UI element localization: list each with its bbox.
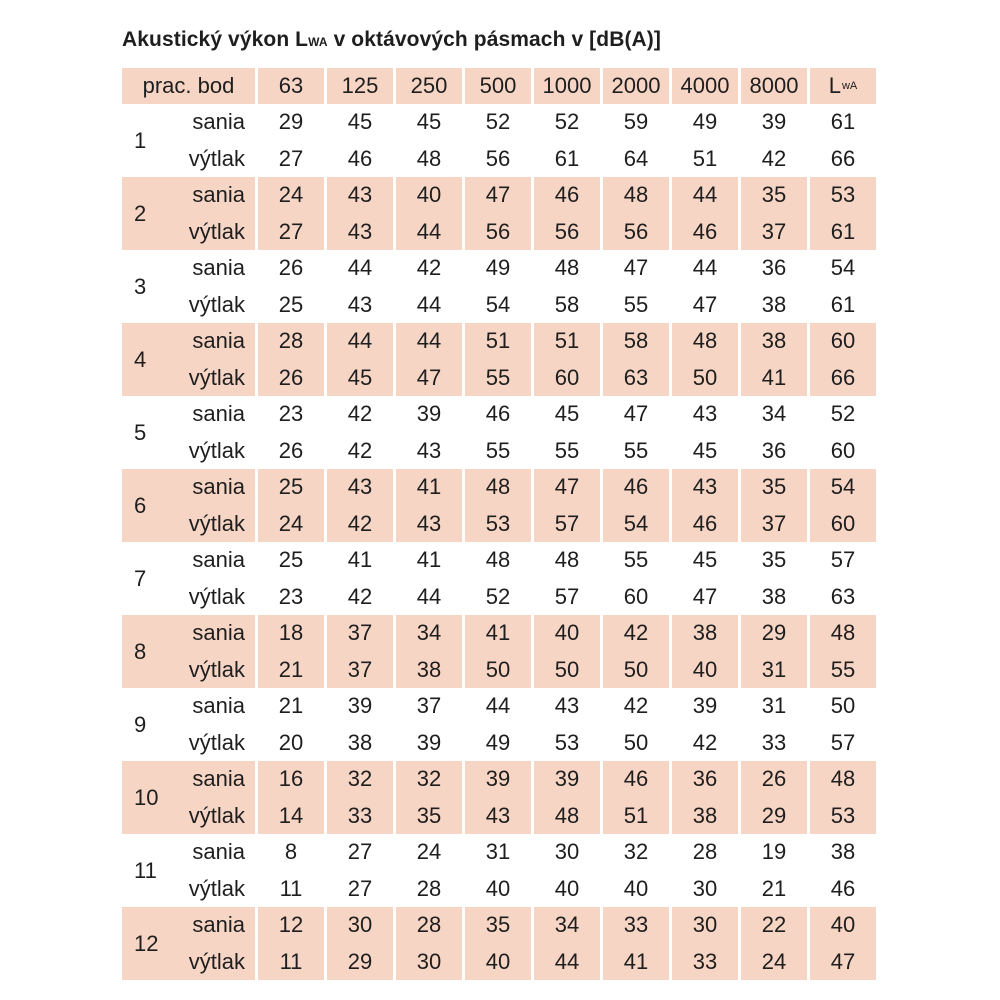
value-2000: 46 (623, 766, 649, 792)
value-4000: 33 (692, 948, 718, 974)
header-point-label: prac. bod (142, 73, 235, 98)
value-125: 45 (347, 364, 373, 390)
mode-label-vytlak: výtlak (188, 510, 245, 536)
value-63: 24 (278, 182, 304, 208)
value-500: 52 (485, 109, 511, 135)
value-4000: 46 (692, 218, 718, 244)
header-total-subscript: wA (841, 79, 858, 92)
value-2000: 47 (623, 401, 649, 427)
header-band-500: 500 (479, 73, 517, 98)
header-band-2000: 2000 (611, 73, 661, 98)
value-lwa: 54 (830, 255, 856, 281)
mode-label-sania: sania (192, 620, 245, 646)
value-2000: 42 (623, 620, 649, 646)
value-8000: 21 (761, 875, 787, 901)
value-125: 42 (347, 401, 373, 427)
mode-label-sania: sania (192, 766, 245, 792)
value-4000: 51 (692, 145, 718, 171)
value-250: 40 (416, 182, 442, 208)
value-4000: 46 (692, 510, 718, 536)
value-2000: 60 (623, 583, 649, 609)
value-2000: 51 (623, 802, 649, 828)
value-lwa: 60 (830, 437, 856, 463)
value-2000: 32 (623, 839, 649, 865)
mode-label-vytlak: výtlak (188, 291, 245, 317)
value-63: 24 (278, 510, 304, 536)
value-2000: 50 (623, 729, 649, 755)
value-500: 31 (485, 839, 511, 865)
value-lwa: 66 (830, 364, 856, 390)
value-lwa: 40 (830, 912, 856, 938)
mode-label-vytlak: výtlak (188, 729, 245, 755)
value-125: 38 (347, 729, 373, 755)
value-8000: 38 (761, 291, 787, 317)
value-4000: 48 (692, 328, 718, 354)
mode-label-sania: sania (192, 839, 245, 865)
value-2000: 50 (623, 656, 649, 682)
value-8000: 33 (761, 729, 787, 755)
value-250: 39 (416, 401, 442, 427)
value-500: 50 (485, 656, 511, 682)
value-2000: 55 (623, 547, 649, 573)
value-500: 44 (485, 693, 511, 719)
value-4000: 47 (692, 291, 718, 317)
value-250: 38 (416, 656, 442, 682)
value-63: 18 (278, 620, 304, 646)
value-125: 32 (347, 766, 373, 792)
value-125: 42 (347, 583, 373, 609)
value-250: 41 (416, 547, 442, 573)
value-1000: 46 (554, 182, 580, 208)
value-250: 24 (416, 839, 442, 865)
value-2000: 42 (623, 693, 649, 719)
value-500: 39 (485, 766, 511, 792)
title-subscript: WA (308, 35, 328, 49)
value-250: 44 (416, 328, 442, 354)
value-250: 41 (416, 474, 442, 500)
value-4000: 39 (692, 693, 718, 719)
value-4000: 43 (692, 401, 718, 427)
value-4000: 40 (692, 656, 718, 682)
point-number: 1 (134, 127, 147, 153)
value-4000: 44 (692, 255, 718, 281)
mode-label-vytlak: výtlak (188, 802, 245, 828)
value-63: 8 (284, 839, 298, 865)
value-500: 54 (485, 291, 511, 317)
header-band-125: 125 (341, 73, 379, 98)
value-250: 43 (416, 510, 442, 536)
value-125: 43 (347, 291, 373, 317)
value-1000: 55 (554, 437, 580, 463)
mode-label-vytlak: výtlak (188, 948, 245, 974)
value-125: 39 (347, 693, 373, 719)
value-125: 44 (347, 255, 373, 281)
point-number: 10 (134, 784, 159, 810)
value-4000: 38 (692, 620, 718, 646)
value-1000: 61 (554, 145, 580, 171)
value-4000: 43 (692, 474, 718, 500)
value-63: 25 (278, 474, 304, 500)
value-lwa: 60 (830, 328, 856, 354)
header-band-8000: 8000 (749, 73, 799, 98)
value-125: 44 (347, 328, 373, 354)
value-500: 55 (485, 364, 511, 390)
value-8000: 29 (761, 620, 787, 646)
value-4000: 47 (692, 583, 718, 609)
value-8000: 42 (761, 145, 787, 171)
value-lwa: 61 (830, 291, 856, 317)
value-250: 35 (416, 802, 442, 828)
point-number: 9 (134, 711, 147, 737)
value-500: 35 (485, 912, 511, 938)
value-2000: 54 (623, 510, 649, 536)
value-1000: 43 (554, 693, 580, 719)
value-125: 43 (347, 474, 373, 500)
value-125: 43 (347, 218, 373, 244)
value-500: 53 (485, 510, 511, 536)
value-lwa: 57 (830, 729, 856, 755)
value-500: 49 (485, 729, 511, 755)
value-1000: 48 (554, 547, 580, 573)
value-8000: 39 (761, 109, 787, 135)
value-4000: 50 (692, 364, 718, 390)
value-500: 48 (485, 547, 511, 573)
value-125: 41 (347, 547, 373, 573)
value-lwa: 48 (830, 766, 856, 792)
mode-label-sania: sania (192, 109, 245, 135)
value-8000: 31 (761, 693, 787, 719)
value-63: 16 (278, 766, 304, 792)
value-lwa: 47 (830, 948, 856, 974)
mode-label-sania: sania (192, 401, 245, 427)
mode-label-vytlak: výtlak (188, 656, 245, 682)
value-63: 14 (278, 802, 304, 828)
header-band-250: 250 (410, 73, 448, 98)
value-4000: 45 (692, 437, 718, 463)
value-1000: 45 (554, 401, 580, 427)
value-4000: 38 (692, 802, 718, 828)
value-8000: 37 (761, 510, 787, 536)
value-125: 43 (347, 182, 373, 208)
value-250: 37 (416, 693, 442, 719)
value-2000: 46 (623, 474, 649, 500)
value-125: 29 (347, 948, 373, 974)
value-1000: 34 (554, 912, 580, 938)
value-8000: 37 (761, 218, 787, 244)
value-250: 28 (416, 875, 442, 901)
value-lwa: 61 (830, 218, 856, 244)
value-4000: 36 (692, 766, 718, 792)
value-500: 51 (485, 328, 511, 354)
value-8000: 38 (761, 583, 787, 609)
value-500: 47 (485, 182, 511, 208)
value-125: 46 (347, 145, 373, 171)
value-8000: 36 (761, 255, 787, 281)
mode-label-vytlak: výtlak (188, 875, 245, 901)
value-8000: 26 (761, 766, 787, 792)
value-500: 46 (485, 401, 511, 427)
value-8000: 35 (761, 182, 787, 208)
value-2000: 58 (623, 328, 649, 354)
value-125: 42 (347, 437, 373, 463)
value-1000: 58 (554, 291, 580, 317)
point-number: 7 (134, 565, 147, 591)
title-suffix: v oktávových pásmach v [dB(A)] (327, 28, 661, 51)
value-8000: 22 (761, 912, 787, 938)
value-250: 32 (416, 766, 442, 792)
value-500: 49 (485, 255, 511, 281)
value-1000: 47 (554, 474, 580, 500)
value-63: 26 (278, 437, 304, 463)
value-63: 26 (278, 255, 304, 281)
point-number: 2 (134, 200, 147, 226)
mode-label-vytlak: výtlak (188, 583, 245, 609)
header-band-1000: 1000 (542, 73, 592, 98)
value-lwa: 55 (830, 656, 856, 682)
value-2000: 55 (623, 437, 649, 463)
value-125: 30 (347, 912, 373, 938)
value-1000: 56 (554, 218, 580, 244)
value-125: 27 (347, 839, 373, 865)
value-4000: 42 (692, 729, 718, 755)
value-lwa: 50 (830, 693, 856, 719)
value-4000: 44 (692, 182, 718, 208)
value-63: 23 (278, 583, 304, 609)
value-63: 25 (278, 547, 304, 573)
value-2000: 64 (623, 145, 649, 171)
value-500: 55 (485, 437, 511, 463)
value-lwa: 54 (830, 474, 856, 500)
value-1000: 30 (554, 839, 580, 865)
value-lwa: 53 (830, 802, 856, 828)
value-125: 37 (347, 620, 373, 646)
value-8000: 41 (761, 364, 787, 390)
value-2000: 48 (623, 182, 649, 208)
value-63: 23 (278, 401, 304, 427)
title-prefix: Akustický výkon L (122, 28, 309, 51)
value-250: 28 (416, 912, 442, 938)
value-lwa: 57 (830, 547, 856, 573)
value-1000: 57 (554, 510, 580, 536)
value-63: 27 (278, 218, 304, 244)
value-1000: 40 (554, 620, 580, 646)
value-63: 11 (279, 875, 303, 901)
value-1000: 57 (554, 583, 580, 609)
value-250: 39 (416, 729, 442, 755)
value-250: 30 (416, 948, 442, 974)
header-band-4000: 4000 (680, 73, 730, 98)
mode-label-sania: sania (192, 255, 245, 281)
value-8000: 31 (761, 656, 787, 682)
value-4000: 30 (692, 912, 718, 938)
point-number: 4 (134, 346, 147, 372)
point-number: 5 (134, 419, 147, 445)
value-8000: 35 (761, 474, 787, 500)
value-2000: 41 (623, 948, 649, 974)
value-63: 27 (278, 145, 304, 171)
point-number: 6 (134, 492, 147, 518)
point-number: 11 (134, 857, 157, 883)
mode-label-sania: sania (192, 182, 245, 208)
value-lwa: 61 (830, 109, 856, 135)
value-4000: 49 (692, 109, 718, 135)
value-63: 26 (278, 364, 304, 390)
value-1000: 51 (554, 328, 580, 354)
value-125: 42 (347, 510, 373, 536)
value-1000: 48 (554, 802, 580, 828)
value-lwa: 60 (830, 510, 856, 536)
value-2000: 55 (623, 291, 649, 317)
value-1000: 44 (554, 948, 580, 974)
value-125: 27 (347, 875, 373, 901)
mode-label-sania: sania (192, 547, 245, 573)
value-250: 44 (416, 583, 442, 609)
value-1000: 52 (554, 109, 580, 135)
value-1000: 50 (554, 656, 580, 682)
value-250: 44 (416, 218, 442, 244)
value-250: 44 (416, 291, 442, 317)
value-2000: 40 (623, 875, 649, 901)
value-1000: 39 (554, 766, 580, 792)
value-500: 40 (485, 875, 511, 901)
value-1000: 48 (554, 255, 580, 281)
value-8000: 19 (761, 839, 787, 865)
mode-label-vytlak: výtlak (188, 364, 245, 390)
value-250: 43 (416, 437, 442, 463)
value-8000: 29 (761, 802, 787, 828)
value-250: 47 (416, 364, 442, 390)
value-2000: 63 (623, 364, 649, 390)
value-8000: 24 (761, 948, 787, 974)
value-125: 45 (347, 109, 373, 135)
header-total-lwa (810, 68, 876, 104)
point-number: 8 (134, 638, 147, 664)
value-lwa: 66 (830, 145, 856, 171)
value-lwa: 46 (830, 875, 856, 901)
value-125: 33 (347, 802, 373, 828)
header-total-label: L (828, 73, 841, 98)
value-4000: 28 (692, 839, 718, 865)
value-250: 48 (416, 145, 442, 171)
point-number: 3 (134, 273, 147, 299)
value-63: 20 (278, 729, 304, 755)
value-500: 43 (485, 802, 511, 828)
value-250: 34 (416, 620, 442, 646)
value-lwa: 53 (830, 182, 856, 208)
mode-label-sania: sania (192, 693, 245, 719)
value-2000: 59 (623, 109, 649, 135)
value-1000: 53 (554, 729, 580, 755)
value-4000: 30 (692, 875, 718, 901)
header-band-63: 63 (278, 73, 304, 98)
value-63: 28 (278, 328, 304, 354)
value-500: 41 (485, 620, 511, 646)
mode-label-vytlak: výtlak (188, 218, 245, 244)
value-63: 12 (278, 912, 304, 938)
value-63: 11 (279, 948, 303, 974)
value-8000: 38 (761, 328, 787, 354)
value-2000: 56 (623, 218, 649, 244)
value-lwa: 63 (830, 583, 856, 609)
value-500: 52 (485, 583, 511, 609)
value-500: 56 (485, 218, 511, 244)
mode-label-vytlak: výtlak (188, 145, 245, 171)
value-1000: 60 (554, 364, 580, 390)
value-4000: 45 (692, 547, 718, 573)
value-lwa: 48 (830, 620, 856, 646)
value-2000: 47 (623, 255, 649, 281)
mode-label-sania: sania (192, 474, 245, 500)
value-8000: 36 (761, 437, 787, 463)
value-63: 25 (278, 291, 304, 317)
value-8000: 35 (761, 547, 787, 573)
value-500: 40 (485, 948, 511, 974)
value-lwa: 38 (830, 839, 856, 865)
value-63: 29 (278, 109, 304, 135)
value-lwa: 52 (830, 401, 856, 427)
value-125: 37 (347, 656, 373, 682)
mode-label-vytlak: výtlak (188, 437, 245, 463)
mode-label-sania: sania (192, 328, 245, 354)
point-number: 12 (134, 930, 159, 956)
value-250: 42 (416, 255, 442, 281)
value-63: 21 (278, 693, 304, 719)
value-250: 45 (416, 109, 442, 135)
value-500: 56 (485, 145, 511, 171)
value-2000: 33 (623, 912, 649, 938)
value-8000: 34 (761, 401, 787, 427)
value-63: 21 (278, 656, 304, 682)
value-1000: 40 (554, 875, 580, 901)
value-500: 48 (485, 474, 511, 500)
mode-label-sania: sania (192, 912, 245, 938)
